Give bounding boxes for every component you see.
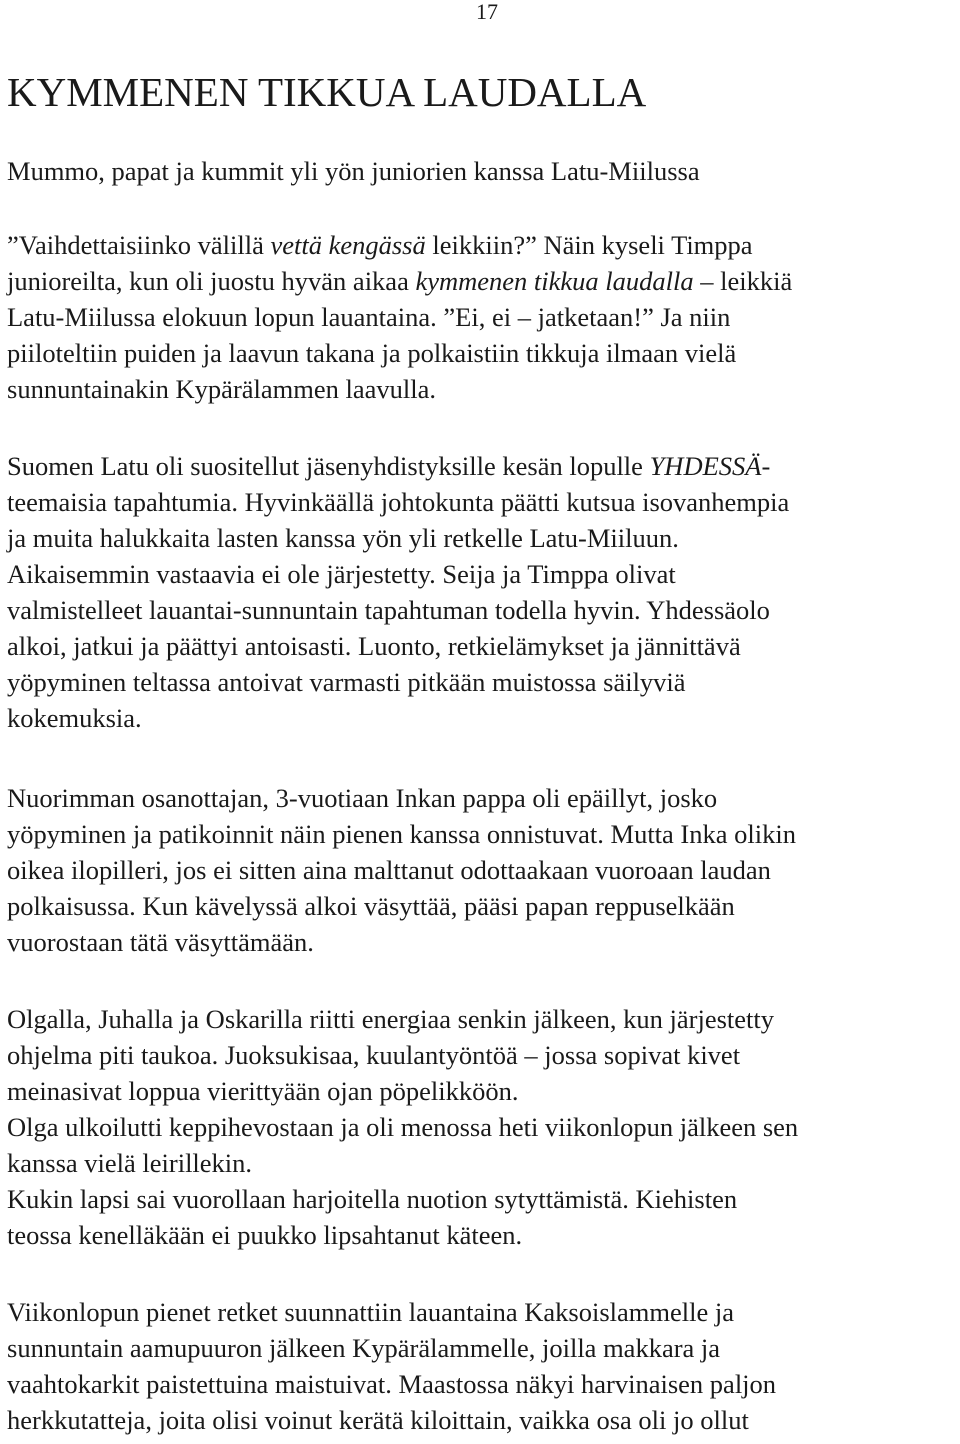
text-line: vaahtokarkit paistettuina maistuivat. Maastossa näkyi harvinaisen paljon	[7, 1369, 777, 1399]
text-line: Aikaisemmin vastaavia ei ole järjestetty. Seija ja Timppa olivat	[7, 559, 676, 589]
text-line: Viikonlopun pienet retket suunnattiin lauantaina Kaksoislammelle ja	[7, 1297, 734, 1327]
text-line: Olga ulkoilutti keppihevostaan ja oli menossa heti viikonlopun jälkeen sen	[7, 1112, 799, 1142]
text-run: leikkiin?” Näin kyseli Timppa	[425, 230, 753, 260]
text-line: Olgalla, Juhalla ja Oskarilla riitti energiaa senkin jälkeen, kun järjestetty	[7, 1004, 775, 1034]
text-line: Nuorimman osanottajan, 3-vuotiaan Inkan pappa oli epäillyt, josko	[7, 783, 718, 813]
text-line: alkoi, jatkui ja päättyi antoisasti. Luonto, retkielämykset ja jännittävä	[7, 631, 741, 661]
text-run: Suomen Latu oli suositellut jäsenyhdistyksille kesän lopulle	[7, 451, 650, 481]
text-line: yöpyminen teltassa antoivat varmasti pitkään muistossa säilyviä	[7, 667, 686, 697]
page-number: 17	[476, 0, 498, 24]
paragraph-2	[7, 448, 789, 736]
text-line: yöpyminen ja patikoinnit näin pienen kanssa onnistuvat. Mutta Inka olikin	[7, 819, 796, 849]
text-line: teossa kenelläkään ei puukko lipsahtanut käteen.	[7, 1220, 523, 1250]
text-run: – leikkiä	[693, 266, 793, 296]
paragraph-1	[7, 227, 792, 407]
italic-phrase: YHDESSÄ	[649, 451, 762, 481]
italic-phrase: kymmenen tikkua laudalla	[415, 266, 694, 296]
article-subtitle: Mummo, papat ja kummit yli yön juniorien kanssa Latu-Miilussa	[7, 156, 700, 186]
paragraph-5	[7, 1294, 776, 1438]
italic-phrase: vettä kengässä	[270, 230, 426, 260]
text-line	[7, 263, 792, 299]
text-line: herkkutatteja, joita olisi voinut kerätä kiloittain, vaikka osa oli jo ollut	[7, 1405, 749, 1435]
text-line: ohjelma piti taukoa. Juoksukisaa, kuulantyöntöä – jossa sopivat kivet	[7, 1040, 741, 1070]
paragraph-4	[7, 1001, 798, 1253]
text-line: ja muita halukkaita lasten kanssa yön yli retkelle Latu-Miiluun.	[7, 523, 679, 553]
text-line: kokemuksia.	[7, 703, 142, 733]
text-run: ”Vaihdettaisiinko välillä	[7, 230, 271, 260]
text-line: Kukin lapsi sai vuorollaan harjoitella nuotion sytyttämistä. Kiehisten	[7, 1184, 738, 1214]
text-line: teemaisia tapahtumia. Hyvinkäällä johtokunta päätti kutsua isovanhempia	[7, 487, 790, 517]
text-line: vuorostaan tätä väsyttämään.	[7, 927, 314, 957]
text-line: sunnuntain aamupuuron jälkeen Kypärälammelle, joilla makkara ja	[7, 1333, 721, 1363]
text-line: Latu-Miilussa elokuun lopun lauantaina. ”Ei, ei – jatketaan!” Ja niin	[7, 302, 731, 332]
text-line: valmistelleet lauantai-sunnuntain tapahtuman todella hyvin. Yhdessäolo	[7, 595, 770, 625]
article-title: KYMMENEN TIKKUA LAUDALLA	[7, 69, 647, 115]
text-line	[7, 227, 792, 263]
text-line: sunnuntainakin Kypärälammen laavulla.	[7, 374, 437, 404]
paragraph-3	[7, 780, 796, 960]
text-line: oikea ilopilleri, jos ei sitten aina malttanut odottaakaan vuoroaan laudan	[7, 855, 771, 885]
text-line: kanssa vielä leirillekin.	[7, 1148, 253, 1178]
text-line	[7, 448, 789, 484]
text-line: piiloteltiin puiden ja laavun takana ja polkaistiin tikkuja ilmaan vielä	[7, 338, 737, 368]
text-run: junioreilta, kun oli juostu hyvän aikaa	[7, 266, 416, 296]
text-run: -	[761, 451, 771, 481]
text-line: meinasivat loppua vierittyään ojan pöpelikköön.	[7, 1076, 519, 1106]
text-line: polkaisussa. Kun kävelyssä alkoi väsyttää, pääsi papan reppuselkään	[7, 891, 735, 921]
